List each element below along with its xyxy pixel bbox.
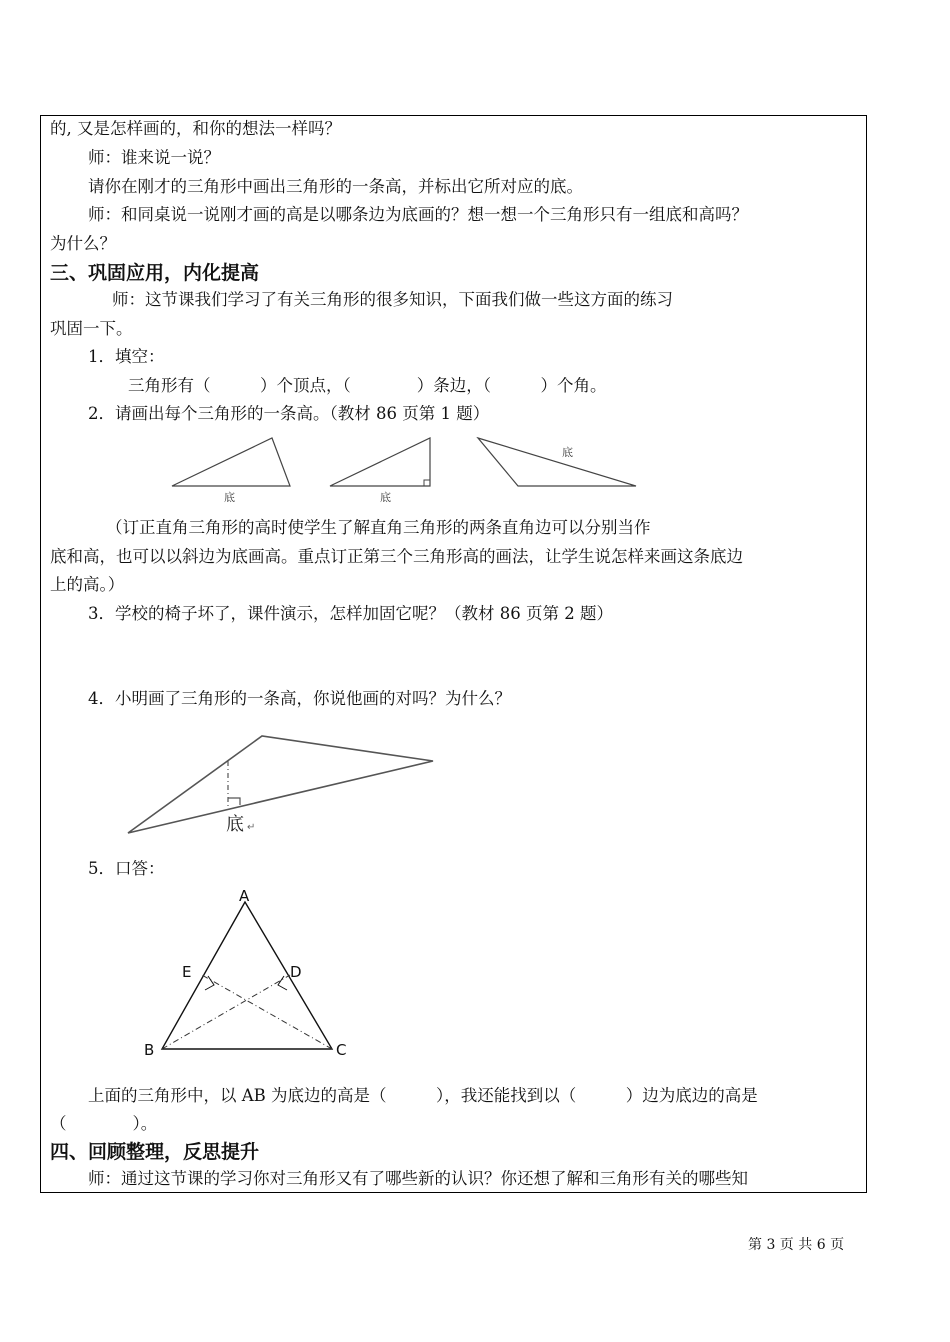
text-line: 师：谁来说一说？ [88, 148, 220, 167]
right-angle-mark-d [278, 976, 287, 990]
text-line: 师：和同桌说一说刚才画的高是以哪条边为底画的？想一想一个三角形只有一组底和高吗？ [88, 205, 748, 224]
exercise-5-title: 5．口答： [88, 859, 165, 878]
text-line: 为什么？ [50, 234, 116, 253]
right-angle-mark-e [205, 976, 214, 990]
vertex-label-e: E [182, 963, 192, 981]
altitude-ce [202, 975, 332, 1049]
exercise-2-triangles [160, 428, 650, 503]
base-label-2: 底 [380, 491, 391, 503]
text-line: 师：通过这节课的学习你对三角形又有了哪些新的认识？你还想了解和三角形有关的哪些知 [88, 1169, 748, 1188]
triangle-3-obtuse [478, 438, 636, 486]
exercise-2-title: 2．请画出每个三角形的一条高。（教材 86 页第 1 题） [88, 404, 490, 423]
exercise-5-question: 上面的三角形中，以 AB 为底边的高是（ ），我还能找到以（ ）边为底边的高是 [88, 1086, 758, 1105]
base-label-1: 底 [224, 491, 235, 503]
base-label-3: 底 [562, 446, 573, 459]
section-heading-3: 三、巩固应用，内化提高 [50, 262, 260, 284]
triangle-1 [172, 438, 290, 486]
text-line: 底和高，也可以以斜边为底画高。重点订正第三个三角形高的画法，让学生说怎样来画这条底边 [50, 547, 743, 566]
right-angle-mark-2 [424, 480, 430, 486]
vertex-label-b: B [144, 1041, 155, 1059]
exercise-5-triangle [140, 882, 360, 1064]
exercise-4-title: 4．小明画了三角形的一条高，你说他画的对吗？为什么？ [88, 689, 511, 708]
right-angle-mark-q4 [228, 798, 240, 805]
exercise-3-title: 3．学校的椅子坏了，课件演示，怎样加固它呢？（教材 86 页第 2 题） [88, 604, 613, 623]
text-line: 巩固一下。 [50, 319, 133, 338]
page-footer: 第 3 页 共 6 页 [748, 1237, 845, 1253]
text-line: 请你在刚才的三角形中画出三角形的一条高，并标出它所对应的底。 [88, 177, 583, 196]
vertex-label-c: C [336, 1041, 347, 1059]
triangle-2-right [330, 438, 430, 486]
exercise-1-fill-blank: 三角形有（ ）个顶点，（ ）条边，（ ）个角。 [128, 376, 607, 395]
text-line: 的, 又是怎样画的，和你的想法一样吗？ [50, 119, 341, 138]
exercise-4-triangle [120, 728, 450, 840]
base-label-q4: 底 [226, 814, 244, 835]
triangle-q4 [128, 736, 433, 833]
text-line: 上的高。） [50, 575, 125, 594]
text-line: （订正直角三角形的高时使学生了解直角三角形的两条直角边可以分别当作 [106, 518, 651, 537]
altitude-bd [162, 975, 290, 1049]
exercise-5-question-cont: （ ）。 [50, 1114, 158, 1133]
exercise-1-title: 1．填空： [88, 347, 165, 366]
text-line: 师：这节课我们学习了有关三角形的很多知识，下面我们做一些这方面的练习 [112, 290, 673, 309]
return-mark: ↵ [247, 822, 256, 833]
section-heading-4: 四、回顾整理，反思提升 [50, 1141, 260, 1163]
vertex-label-a: A [239, 887, 250, 905]
vertex-label-d: D [290, 963, 302, 981]
